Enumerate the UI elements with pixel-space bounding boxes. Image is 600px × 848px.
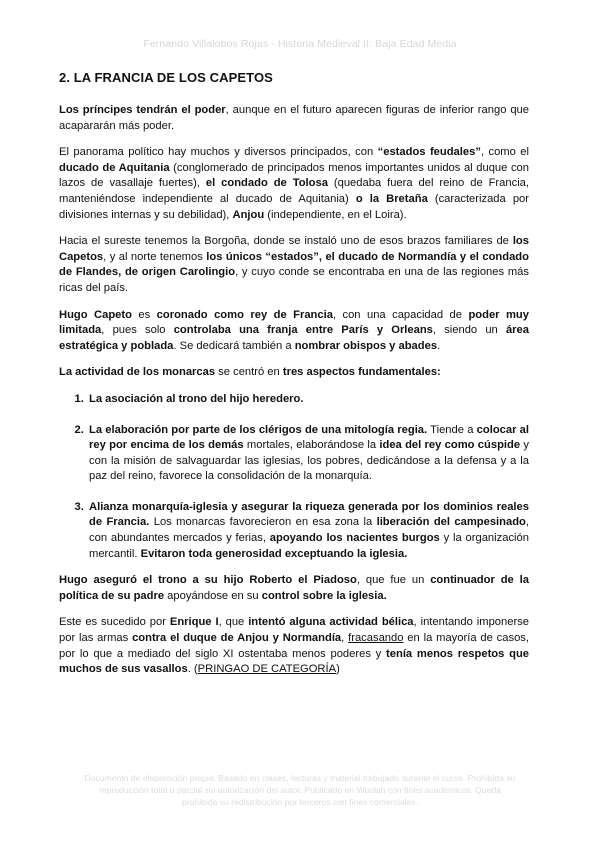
aspects-list [59, 392, 529, 562]
page-footer: Documento de elaboración propia. Basado en clases, lecturas y material trabajado durante el curso. Prohibida su reproducción total o parcial sin autorización del autor. Publicado en Wuolah con fines académicos. Queda prohibida su redistribución por terceros con fines comerciales. [84, 773, 516, 807]
section-title: 2. LA FRANCIA DE LOS CAPETOS [59, 70, 273, 85]
paragraph-political-panorama: El panorama político hay muchos y diversos principados, con “estados feudales”, como el ducado de Aquitania (conglomerado de principados menos importantes unidos al duque con lazos de vasallaje fuertes), el condado de Tolosa (quedaba fuera del reino de Francia, manteniéndose independiente al ducado de Aquitania) o la Bretaña (caracterizada por divisiones internas y su debilidad), Anjou (independiente, en el Loira). [59, 146, 530, 221]
page-header: Fernando Villalobos Rojas - Historia Medieval II: Baja Edad Media [143, 38, 457, 50]
paragraph-robert-pious: Hugo aseguró el trono a su hijo Roberto el Piadoso, que fue un continuador de la política de su padre apoyándose en su control sobre la iglesia. [59, 574, 529, 602]
paragraph-burgundy: Hacia el sureste tenemos la Borgoña, donde se instaló uno de esos brazos familiares de los Capetos, y al norte tenemos los únicos “estados”, el ducado de Normandía y el condado de Flandes, de origen Carolingio, y cuyo conde se encontraba en una de las regiones más ricas del país. [59, 235, 529, 294]
list-item: 3. Alianza monarquía-iglesia y asegurar la riqueza generada por los dominios reales de Francia. Los monarcas favorecieron en esa zona la liberación del campesinado, con abundantes mercados y ferias, apoyando los nacientes burgos y la organización mercantil. Evitaron toda generosidad exceptuando la iglesia. [87, 500, 529, 562]
document-body [59, 70, 529, 689]
paragraph-princes: Los príncipes tendrán el poder, aunque en el futuro aparecen figuras de inferior rango que acapararán más poder. [59, 104, 529, 132]
paragraph-henry-i: Este es sucedido por Enrique I, que intentó alguna actividad bélica, intentando imponerse por las armas contra el duque de Anjou y Normandía, fracasando en la mayoría de casos, por lo que a mediado del siglo XI ostentaba menos poderes y tenía menos respetos que muchos de sus vasallos. (PRINGAO DE CATEGORÍA) [59, 616, 529, 676]
list-item: 2. La elaboración por parte de los clérigos de una mitología regia. Tiende a colocar al rey por encima de los demás mortales, elaborándose la idea del rey como cúspide y con la misión de salvaguardar las iglesias, los pobres, dedicándose a la defensa y a la paz del reino, favorece la consolidación de la monarquía. [87, 423, 529, 485]
list-item: 1. La asociación al trono del hijo heredero. [87, 392, 529, 408]
paragraph-hugo-capet: Hugo Capeto es coronado como rey de Francia, con una capacidad de poder muy limitada, pues solo controlaba una franja entre París y Orleans, siendo un área estratégica y poblada. Se dedicará también a nombrar obispos y abades. [59, 308, 529, 352]
paragraph-monarch-activity: La actividad de los monarcas se centró en tres aspectos fundamentales: [59, 366, 441, 379]
